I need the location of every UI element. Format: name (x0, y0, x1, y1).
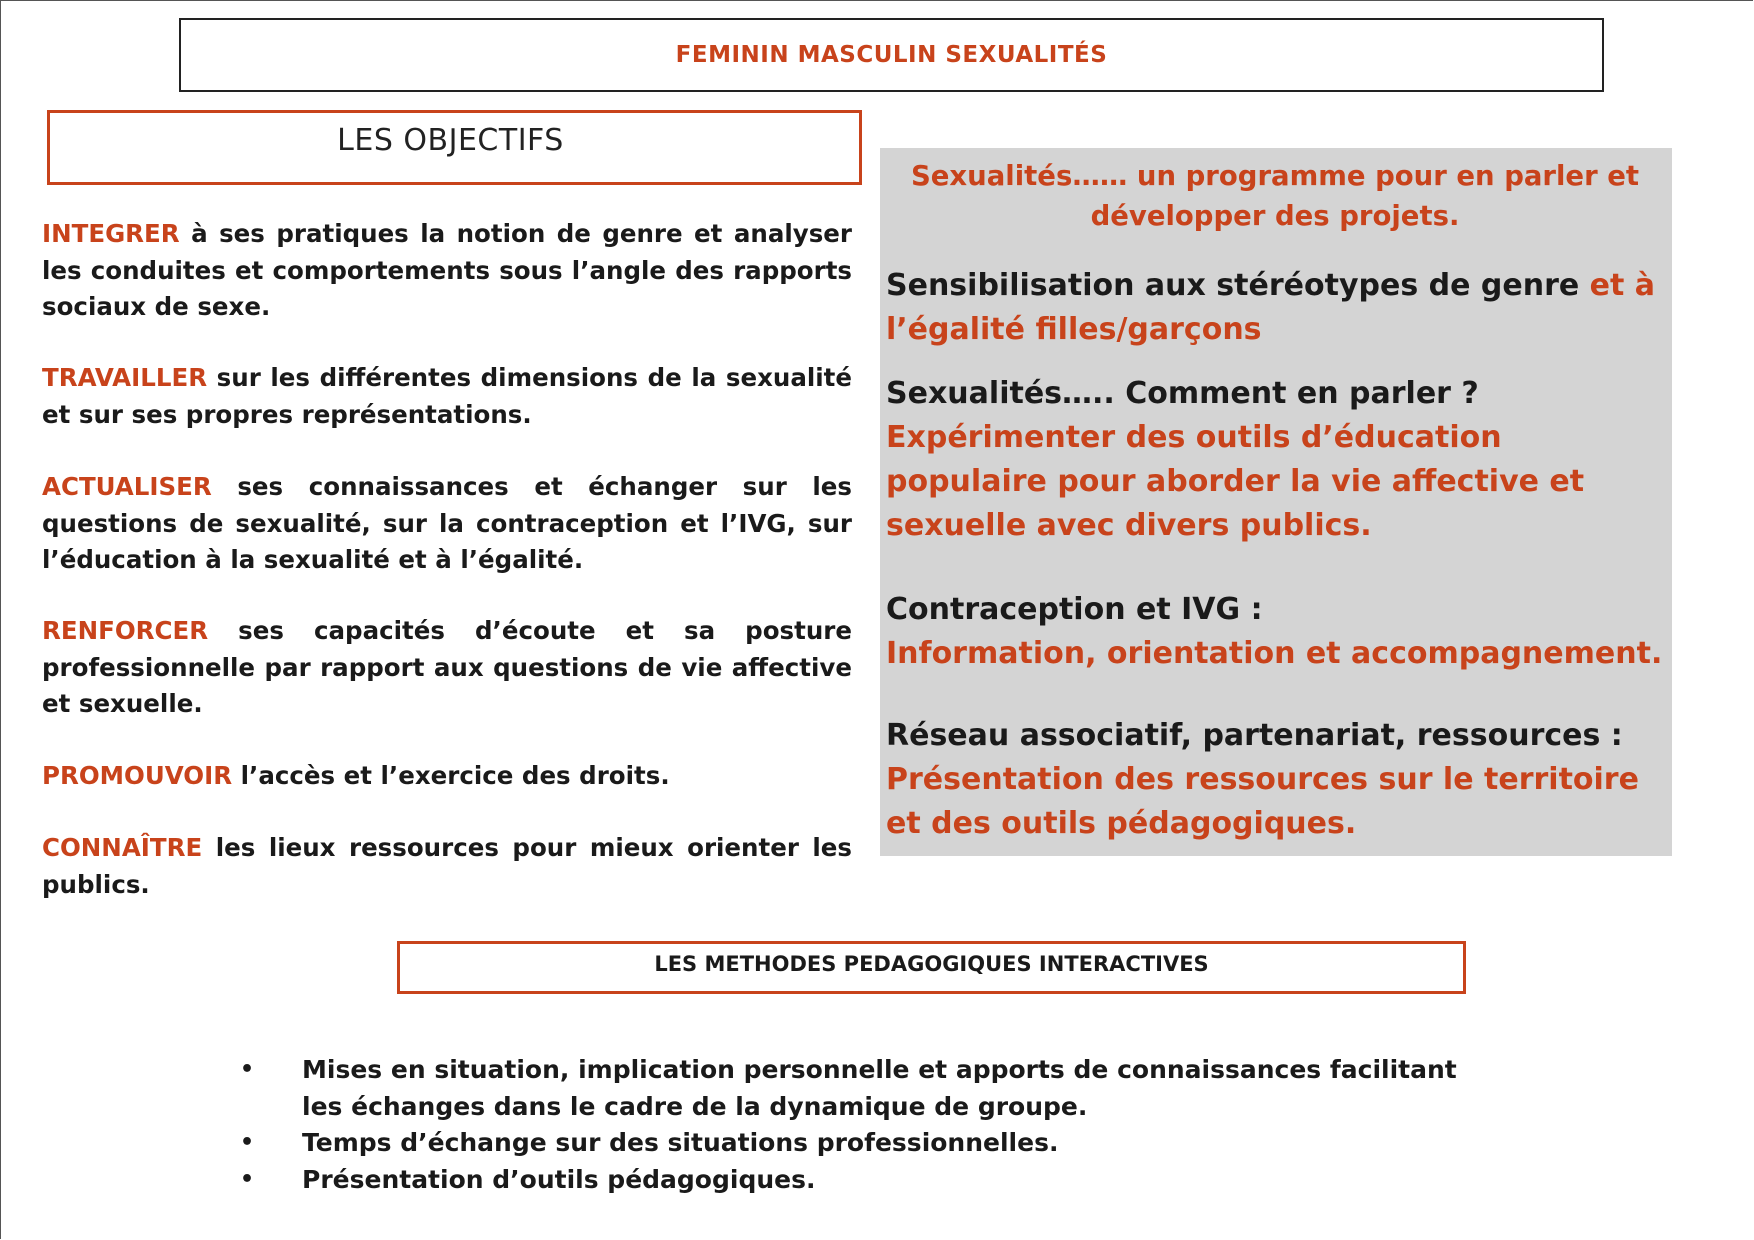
programme-block-heading: Contraception et IVG : (886, 592, 1263, 627)
objective-item (42, 216, 852, 326)
methodes-list (240, 1052, 1500, 1198)
objective-text: ses capacités d’écoute et sa posture professionnelle par rapport aux questions de vie affective et sexuelle. (42, 616, 852, 718)
programme-block-heading: Sexualités….. Comment en parler ? (886, 376, 1479, 411)
programme-block-detail: Information, orientation et accompagnement. (886, 636, 1663, 671)
objective-item (42, 360, 852, 433)
objective-keyword: ACTUALISER (42, 472, 212, 501)
programme-block-detail: et à l’égalité filles/garçons (886, 268, 1656, 347)
programme-block (886, 264, 1672, 352)
objective-item (42, 469, 852, 579)
programme-block-detail: Expérimenter des outils d’éducation populaire pour aborder la vie affective et sexuelle avec divers publics. (886, 420, 1585, 543)
list-item-text: Temps d’échange sur des situations professionnelles. (302, 1128, 1059, 1157)
objectifs-heading: LES OBJECTIFS (337, 123, 564, 158)
objective-text: les lieux ressources pour mieux orienter les publics. (42, 833, 852, 899)
bullet-icon: • (240, 1057, 255, 1082)
programme-intro: Sexualités…… un programme pour en parler et développer des projets. (910, 160, 1640, 232)
programme-block-detail: Présentation des ressources sur le territoire et des outils pédagogiques. (886, 762, 1639, 841)
objectifs-heading-box (47, 110, 862, 185)
objective-keyword: CONNAÎTRE (42, 833, 203, 862)
methodes-heading: LES METHODES PEDAGOGIQUES INTERACTIVES (654, 951, 1209, 976)
objective-text: l’accès et l’exercice des droits. (232, 761, 670, 790)
list-item (240, 1125, 1500, 1162)
objective-keyword: INTEGRER (42, 219, 180, 248)
page-title: FEMININ MASCULIN SEXUALITÉS (675, 42, 1108, 68)
objective-item (42, 613, 852, 723)
objective-text: à ses pratiques la notion de genre et analyser les conduites et comportements sous l’angle des rapports sociaux de sexe. (42, 219, 852, 321)
objective-text: sur les différentes dimensions de la sexualité et sur ses propres représentations. (42, 363, 852, 429)
bullet-icon: • (240, 1166, 255, 1192)
programme-block (886, 372, 1672, 548)
objective-item (42, 830, 852, 903)
objective-keyword: RENFORCER (42, 616, 209, 645)
list-item-text: Mises en situation, implication personnelle et apports de connaissances facilitant les échanges dans le cadre de la dynamique de groupe. (302, 1055, 1457, 1121)
objective-item (42, 758, 852, 795)
objective-keyword: PROMOUVOIR (42, 761, 233, 790)
methodes-heading-box (397, 941, 1466, 994)
programme-block (886, 714, 1672, 846)
programme-block-heading: Réseau associatif, partenariat, ressources : (886, 718, 1623, 753)
objective-text: ses connaissances et échanger sur les questions de sexualité, sur la contraception et l’IVG, sur l’éducation à la sexualité et à l’égalité. (42, 472, 852, 574)
bullet-icon: • (240, 1130, 255, 1155)
objective-keyword: TRAVAILLER (42, 363, 208, 392)
title-box (179, 18, 1604, 92)
programme-panel (880, 148, 1672, 856)
list-item (240, 1052, 1500, 1125)
list-item-text: Présentation d’outils pédagogiques. (302, 1164, 816, 1194)
list-item (240, 1162, 1500, 1199)
programme-block (886, 588, 1672, 676)
programme-block-heading: Sensibilisation aux stéréotypes de genre (886, 268, 1590, 303)
